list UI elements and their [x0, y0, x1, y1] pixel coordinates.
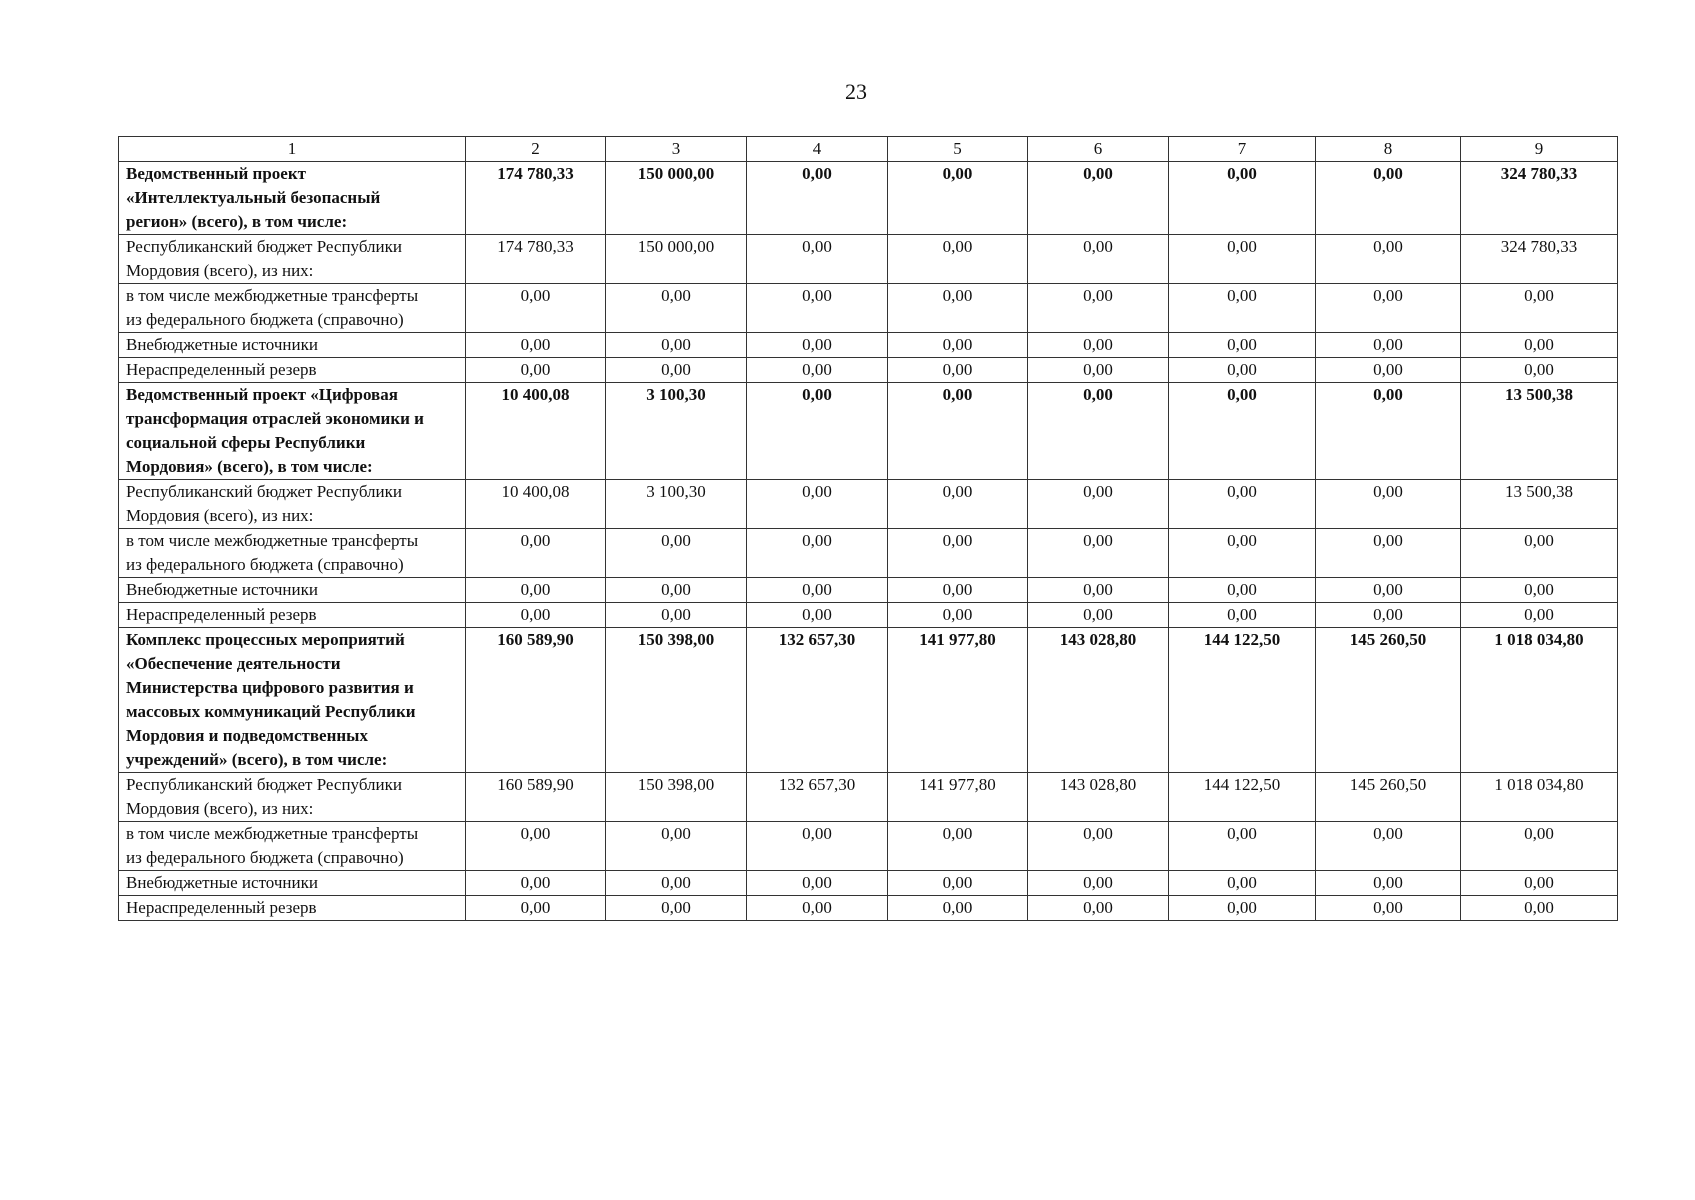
value-cell: 0,00: [888, 383, 1028, 480]
row-label-line: в том числе межбюджетные трансферты: [126, 286, 419, 305]
value-cell: 0,00: [888, 284, 1028, 333]
value-cell: 0,00: [1461, 284, 1618, 333]
value-cell: 0,00: [888, 603, 1028, 628]
row-label-line: Внебюджетные источники: [126, 580, 318, 599]
row-label-line: Внебюджетные источники: [126, 873, 318, 892]
row-label: [119, 333, 466, 358]
value-cell: 0,00: [747, 896, 888, 921]
value-cell: 0,00: [606, 358, 747, 383]
value-cell: 160 589,90: [466, 628, 606, 773]
value-cell: 0,00: [1028, 383, 1169, 480]
column-number-row: [119, 137, 1618, 162]
value-cell: 1 018 034,80: [1461, 628, 1618, 773]
row-label-line: из федерального бюджета (справочно): [126, 555, 404, 574]
value-cell: 0,00: [1461, 871, 1618, 896]
value-cell: 0,00: [888, 480, 1028, 529]
value-cell: 0,00: [1169, 162, 1316, 235]
value-cell: 0,00: [606, 896, 747, 921]
value-cell: 0,00: [888, 333, 1028, 358]
value-cell: 0,00: [1461, 578, 1618, 603]
column-number-4: 4: [747, 137, 888, 162]
value-cell: 10 400,08: [466, 383, 606, 480]
value-cell: 0,00: [1169, 284, 1316, 333]
value-cell: 144 122,50: [1169, 773, 1316, 822]
value-cell: 0,00: [747, 235, 888, 284]
value-cell: 0,00: [466, 871, 606, 896]
column-number-1: 1: [119, 137, 466, 162]
row-label: [119, 480, 466, 529]
value-cell: 0,00: [1316, 578, 1461, 603]
value-cell: 0,00: [1461, 896, 1618, 921]
row-label-line: Республиканский бюджет Республики: [126, 775, 402, 794]
table-row: [119, 333, 1618, 358]
value-cell: 0,00: [888, 822, 1028, 871]
row-label-line: Нераспределенный резерв: [126, 898, 317, 917]
row-label-line: Министерства цифрового развития и: [126, 678, 414, 697]
row-label-line: трансформация отраслей экономики и: [126, 409, 424, 428]
value-cell: 0,00: [1169, 529, 1316, 578]
row-label-line: Мордовия» (всего), в том числе:: [126, 457, 373, 476]
row-label-line: Республиканский бюджет Республики: [126, 482, 402, 501]
table-row: [119, 529, 1618, 578]
value-cell: 0,00: [466, 529, 606, 578]
table-row: [119, 578, 1618, 603]
row-label-line: «Обеспечение деятельности: [126, 654, 341, 673]
value-cell: 0,00: [1028, 480, 1169, 529]
row-label: [119, 628, 466, 773]
value-cell: 0,00: [1028, 578, 1169, 603]
row-label: [119, 773, 466, 822]
row-label: [119, 871, 466, 896]
value-cell: 132 657,30: [747, 773, 888, 822]
row-label-line: «Интеллектуальный безопасный: [126, 188, 381, 207]
row-label-line: массовых коммуникаций Республики: [126, 702, 416, 721]
value-cell: 10 400,08: [466, 480, 606, 529]
value-cell: 13 500,38: [1461, 383, 1618, 480]
row-label-line: Нераспределенный резерв: [126, 360, 317, 379]
value-cell: 0,00: [1028, 822, 1169, 871]
value-cell: 0,00: [466, 358, 606, 383]
value-cell: 0,00: [1316, 284, 1461, 333]
row-label: [119, 822, 466, 871]
column-number-8: 8: [1316, 137, 1461, 162]
value-cell: 141 977,80: [888, 628, 1028, 773]
value-cell: 0,00: [888, 358, 1028, 383]
row-label-line: Внебюджетные источники: [126, 335, 318, 354]
value-cell: 0,00: [1028, 603, 1169, 628]
value-cell: 0,00: [1461, 529, 1618, 578]
value-cell: 0,00: [1028, 896, 1169, 921]
value-cell: 0,00: [1316, 871, 1461, 896]
row-label: [119, 358, 466, 383]
value-cell: 0,00: [1169, 235, 1316, 284]
value-cell: 0,00: [1028, 529, 1169, 578]
row-label-line: социальной сферы Республики: [126, 433, 366, 452]
value-cell: 0,00: [1028, 333, 1169, 358]
row-label-line: учреждений» (всего), в том числе:: [126, 750, 388, 769]
value-cell: 0,00: [1028, 284, 1169, 333]
value-cell: 0,00: [888, 896, 1028, 921]
row-label-line: из федерального бюджета (справочно): [126, 310, 404, 329]
value-cell: 0,00: [466, 578, 606, 603]
value-cell: 0,00: [1169, 578, 1316, 603]
row-label-line: из федерального бюджета (справочно): [126, 848, 404, 867]
row-label-line: регион» (всего), в том числе:: [126, 212, 348, 231]
value-cell: 0,00: [747, 578, 888, 603]
value-cell: 0,00: [747, 358, 888, 383]
value-cell: 0,00: [1169, 480, 1316, 529]
value-cell: 0,00: [1028, 235, 1169, 284]
value-cell: 0,00: [606, 871, 747, 896]
value-cell: 0,00: [606, 333, 747, 358]
value-cell: 0,00: [466, 822, 606, 871]
row-label: [119, 235, 466, 284]
value-cell: 0,00: [1316, 822, 1461, 871]
row-label-line: в том числе межбюджетные трансферты: [126, 531, 419, 550]
row-label-line: Мордовия (всего), из них:: [126, 261, 314, 280]
value-cell: 0,00: [1169, 603, 1316, 628]
table-row: [119, 235, 1618, 284]
table-row: [119, 358, 1618, 383]
column-number-9: 9: [1461, 137, 1618, 162]
value-cell: 0,00: [1461, 358, 1618, 383]
row-label: [119, 529, 466, 578]
value-cell: 0,00: [888, 162, 1028, 235]
table-row: [119, 480, 1618, 529]
value-cell: 0,00: [747, 383, 888, 480]
row-label-line: Ведомственный проект «Цифровая: [126, 385, 398, 404]
value-cell: 324 780,33: [1461, 235, 1618, 284]
value-cell: 0,00: [1169, 383, 1316, 480]
row-label-line: Комплекс процессных мероприятий: [126, 630, 405, 649]
value-cell: 0,00: [466, 333, 606, 358]
value-cell: 0,00: [466, 284, 606, 333]
row-label: [119, 896, 466, 921]
table-row: [119, 284, 1618, 333]
value-cell: 0,00: [888, 529, 1028, 578]
value-cell: 13 500,38: [1461, 480, 1618, 529]
value-cell: 145 260,50: [1316, 628, 1461, 773]
value-cell: 0,00: [888, 578, 1028, 603]
table-row: [119, 603, 1618, 628]
value-cell: 0,00: [606, 603, 747, 628]
value-cell: 160 589,90: [466, 773, 606, 822]
column-number-3: 3: [606, 137, 747, 162]
row-label: [119, 284, 466, 333]
table-row: [119, 896, 1618, 921]
value-cell: 0,00: [1461, 603, 1618, 628]
value-cell: 0,00: [466, 603, 606, 628]
value-cell: 132 657,30: [747, 628, 888, 773]
value-cell: 174 780,33: [466, 235, 606, 284]
value-cell: 0,00: [1316, 896, 1461, 921]
value-cell: 0,00: [466, 896, 606, 921]
value-cell: 0,00: [747, 162, 888, 235]
value-cell: 0,00: [1316, 235, 1461, 284]
value-cell: 0,00: [1169, 358, 1316, 383]
value-cell: 0,00: [1169, 333, 1316, 358]
row-label-line: Мордовия (всего), из них:: [126, 506, 314, 525]
value-cell: 150 398,00: [606, 628, 747, 773]
row-label-line: Республиканский бюджет Республики: [126, 237, 402, 256]
table-row: [119, 871, 1618, 896]
value-cell: 0,00: [1316, 603, 1461, 628]
budget-table: [118, 136, 1618, 921]
value-cell: 0,00: [606, 578, 747, 603]
page-number: 23: [845, 79, 867, 104]
value-cell: 0,00: [1316, 333, 1461, 358]
row-label-line: Нераспределенный резерв: [126, 605, 317, 624]
value-cell: 0,00: [1169, 871, 1316, 896]
value-cell: 0,00: [1461, 333, 1618, 358]
value-cell: 150 000,00: [606, 235, 747, 284]
value-cell: 143 028,80: [1028, 628, 1169, 773]
value-cell: 145 260,50: [1316, 773, 1461, 822]
value-cell: 0,00: [606, 822, 747, 871]
table-row: [119, 628, 1618, 773]
value-cell: 141 977,80: [888, 773, 1028, 822]
value-cell: 0,00: [747, 333, 888, 358]
row-label: [119, 603, 466, 628]
column-number-2: 2: [466, 137, 606, 162]
table-row: [119, 773, 1618, 822]
value-cell: 1 018 034,80: [1461, 773, 1618, 822]
value-cell: 144 122,50: [1169, 628, 1316, 773]
row-label-line: Мордовия и подведомственных: [126, 726, 368, 745]
row-label-line: Ведомственный проект: [126, 164, 306, 183]
value-cell: 0,00: [747, 284, 888, 333]
value-cell: 0,00: [1028, 871, 1169, 896]
value-cell: 0,00: [1316, 162, 1461, 235]
value-cell: 0,00: [747, 529, 888, 578]
value-cell: 324 780,33: [1461, 162, 1618, 235]
row-label-line: Мордовия (всего), из них:: [126, 799, 314, 818]
value-cell: 0,00: [1169, 896, 1316, 921]
row-label-line: в том числе межбюджетные трансферты: [126, 824, 419, 843]
row-label: [119, 162, 466, 235]
table-row: [119, 162, 1618, 235]
value-cell: 0,00: [747, 603, 888, 628]
value-cell: 0,00: [1461, 822, 1618, 871]
column-number-6: 6: [1028, 137, 1169, 162]
value-cell: 0,00: [747, 480, 888, 529]
value-cell: 0,00: [888, 871, 1028, 896]
value-cell: 174 780,33: [466, 162, 606, 235]
value-cell: 0,00: [1028, 358, 1169, 383]
value-cell: 0,00: [888, 235, 1028, 284]
value-cell: 0,00: [606, 284, 747, 333]
value-cell: 0,00: [747, 871, 888, 896]
value-cell: 3 100,30: [606, 383, 747, 480]
value-cell: 3 100,30: [606, 480, 747, 529]
value-cell: 0,00: [1316, 358, 1461, 383]
row-label: [119, 383, 466, 480]
value-cell: 0,00: [1028, 162, 1169, 235]
value-cell: 0,00: [1169, 822, 1316, 871]
value-cell: 0,00: [1316, 480, 1461, 529]
column-number-7: 7: [1169, 137, 1316, 162]
value-cell: 0,00: [747, 822, 888, 871]
table-row: [119, 383, 1618, 480]
value-cell: 0,00: [1316, 529, 1461, 578]
value-cell: 0,00: [1316, 383, 1461, 480]
value-cell: 143 028,80: [1028, 773, 1169, 822]
value-cell: 150 000,00: [606, 162, 747, 235]
value-cell: 150 398,00: [606, 773, 747, 822]
row-label: [119, 578, 466, 603]
column-number-5: 5: [888, 137, 1028, 162]
value-cell: 0,00: [606, 529, 747, 578]
table-row: [119, 822, 1618, 871]
